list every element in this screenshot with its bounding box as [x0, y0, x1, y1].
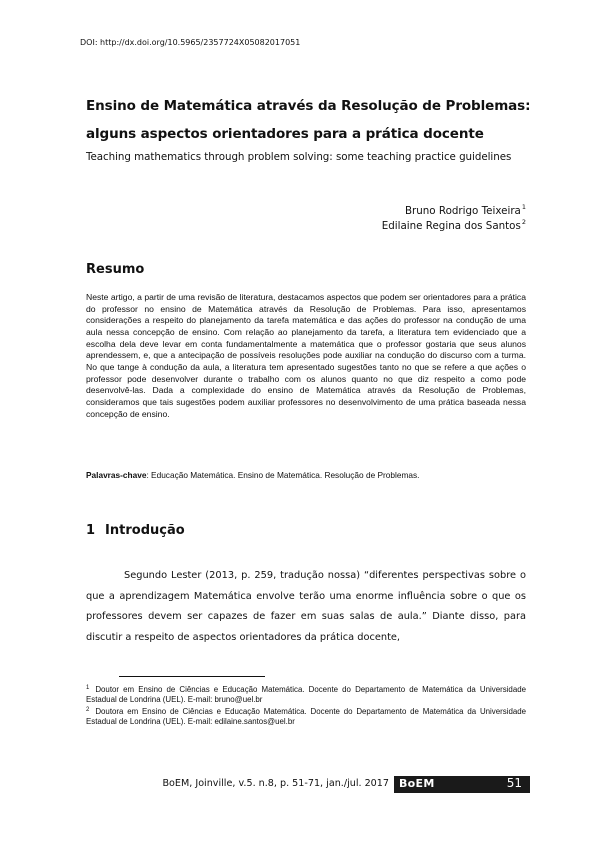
keywords-label: Palavras-chave: [86, 470, 147, 480]
section-number: 1: [86, 523, 96, 538]
paper-title-line1: Ensino de Matemática através da Resolução de Problemas:: [86, 98, 531, 114]
author-2: [382, 218, 526, 232]
author-2-note-mark: 2: [521, 218, 526, 226]
author-1-name: Bruno Rodrigo Teixeira: [404, 205, 521, 217]
introduction-paragraph: [86, 566, 526, 648]
author-1-note-mark: 1: [521, 203, 526, 211]
author-2-name: Edilaine Regina dos Santos: [381, 220, 521, 232]
section-title: Introdução: [105, 523, 185, 538]
doi-line: DOI: http://dx.doi.org/10.5965/2357724X05082017051: [80, 38, 301, 47]
footer-citation: BoEM, Joinville, v.5. n.8, p. 51-71, jan./jul. 2017: [162, 778, 389, 789]
footer-brand-bar: [394, 776, 530, 793]
page-number: 51: [506, 776, 522, 790]
footnote-2: [86, 705, 526, 727]
footnote-1-text: Doutor em Ensino de Ciências e Educação Matemática. Docente do Departamento de Matemática da Universidade Estadual de Londrina (UEL). E-mail: bruno@uel.br: [86, 685, 526, 704]
footnote-2-mark: 2: [86, 707, 90, 713]
footnote-1-mark: 1: [86, 685, 90, 691]
footnote-1: [86, 683, 526, 705]
abstract-text: Neste artigo, a partir de uma revisão de literatura, destacamos aspectos que podem ser orientadores para a prática do professor no ensino de Matemática através da Resolução de Problemas. Para isso, apresentamos considerações a respeito do planejamento da tarefa matemática e das ações do professor na condução de uma aula nessa concepção de ensino. Com relação ao planejamento da tarefa, a literatura tem evidenciado que a escolha dela deve levar em conta fundamentalmente a matemática que o professor gostaria que seus alunos aprendessem, e, que a antecipação de possíveis resoluções pode auxiliar na condução do discurso com a turma. No que tange à condução da aula, a literatura tem apresentado sugestões tanto no que se refere a que ações o professor pode desenvolver durante o trabalho com os alunos quanto no que diz respeito a como pode desenvolvê-las. Dada a complexidade do ensino de Matemática através da Resolução de Problemas, consideramos que tais sugestões podem auxiliar professores no desenvolvimento de uma prática baseada nessa concepção de ensino.: [86, 292, 526, 419]
footnote-2-text: Doutora em Ensino de Ciências e Educação Matemática. Docente do Departamento de Matemática da Universidade Estadual de Londrina (UEL). E-mail: edilaine.santos@uel.br: [86, 707, 526, 726]
paper-title-line2: alguns aspectos orientadores para a prática docente: [86, 126, 484, 142]
keywords-text: : Educação Matemática. Ensino de Matemática. Resolução de Problemas.: [146, 470, 420, 480]
abstract-heading: Resumo: [86, 262, 145, 277]
keywords: [86, 470, 526, 480]
author-1: [405, 203, 526, 217]
boem-logo: BoEM: [399, 777, 435, 790]
section-heading-introduction: [86, 523, 185, 538]
introduction-text: Segundo Lester (2013, p. 259, tradução nossa) “diferentes perspectivas sobre o que a aprendizagem Matemática envolve terão uma enorme influência sobre o que os professores devem ser capazes de fazer em suas salas de aula.” Diante disso, para discutir a respeito de aspectos orientadores da prática docente,: [86, 570, 526, 643]
footnote-separator: [119, 676, 265, 677]
page-footer: [0, 776, 595, 794]
paper-subtitle-english: Teaching mathematics through problem solving: some teaching practice guidelines: [86, 151, 512, 163]
